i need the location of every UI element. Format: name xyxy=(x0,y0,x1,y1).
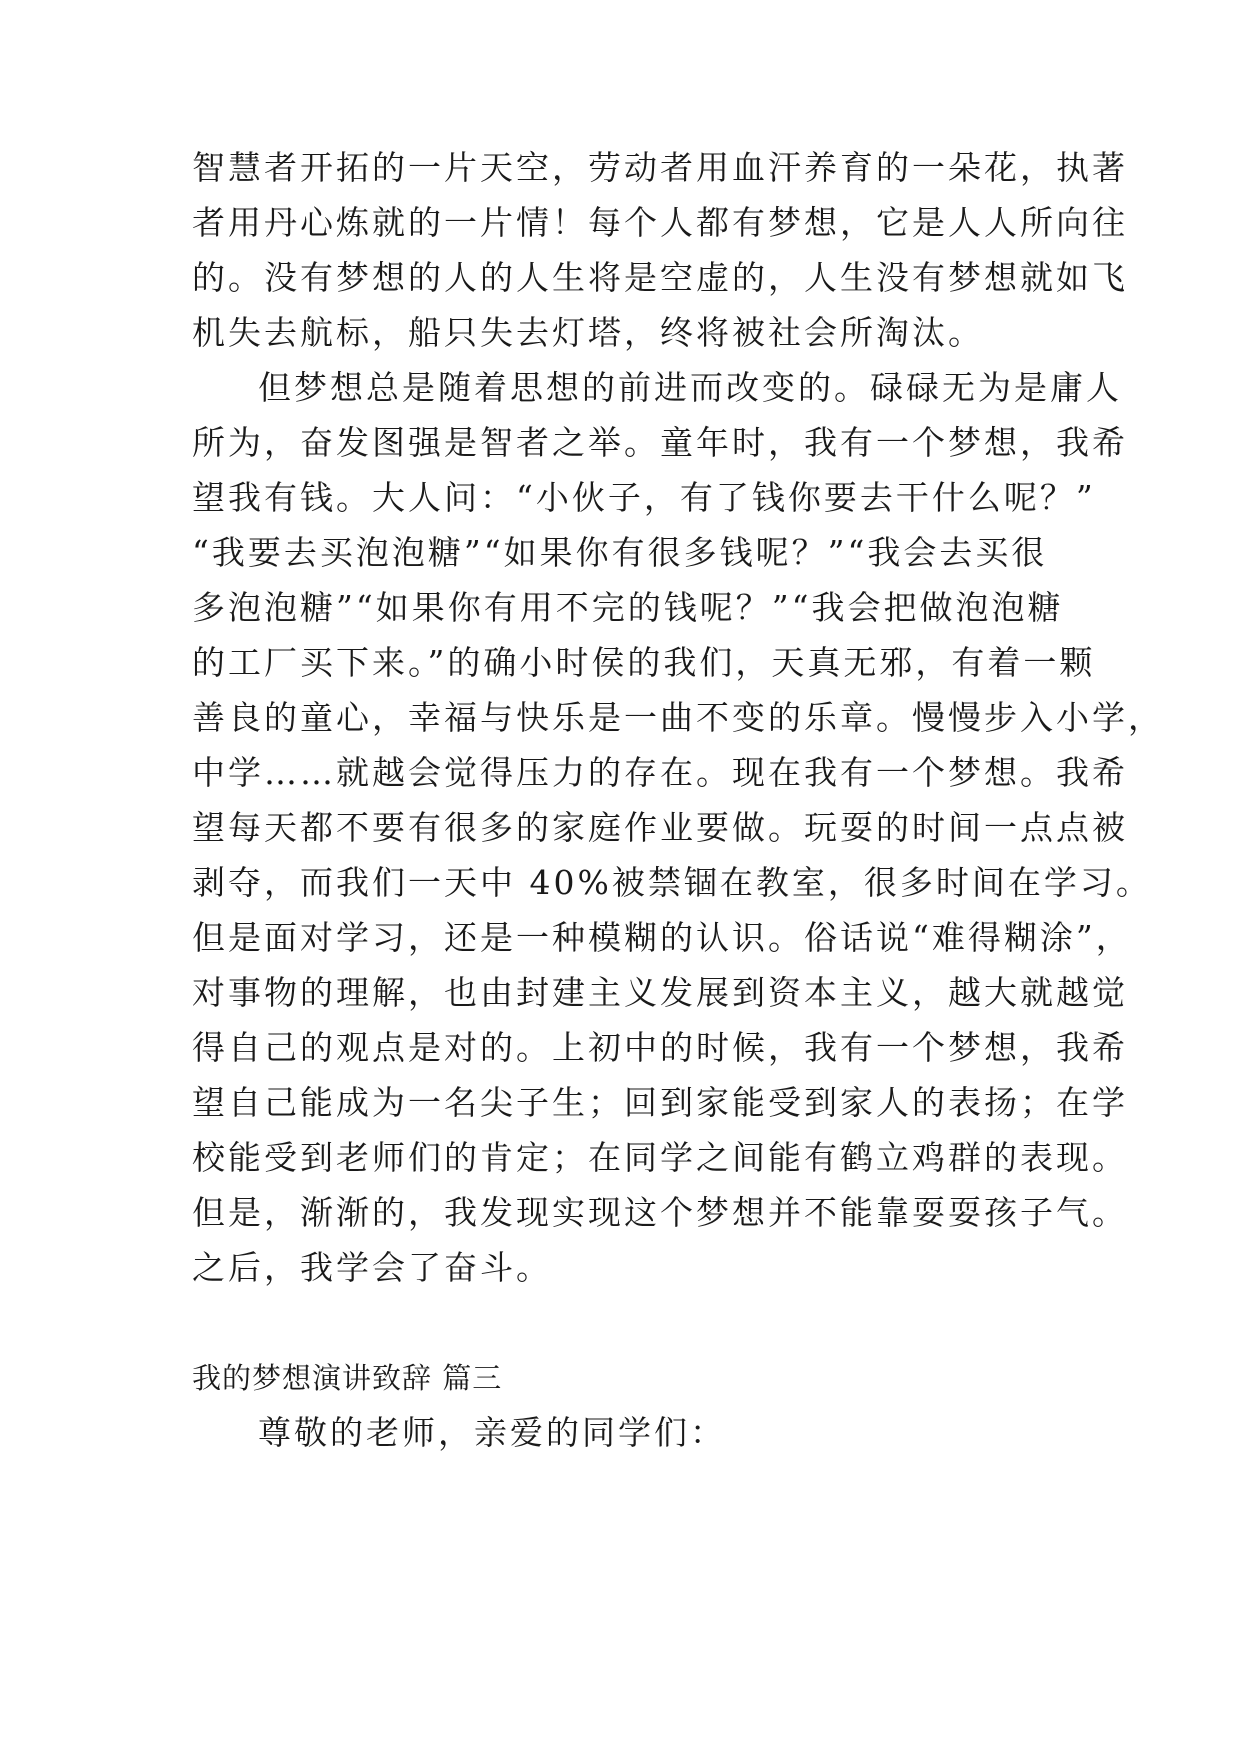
paragraph-2-line: 望我有钱。大人问：“小伙子，有了钱你要去干什么呢？” xyxy=(192,478,1096,517)
paragraph-2-line: 所为，奋发图强是智者之举。童年时，我有一个梦想，我希 xyxy=(192,423,1128,462)
paragraph-2-line: “我要去买泡泡糖”“如果你有很多钱呢？”“我会去买很 xyxy=(192,533,1048,572)
section-heading: 我的梦想演讲致辞 篇三 xyxy=(192,1361,503,1395)
paragraph-2-line: 但梦想总是随着思想的前进而改变的。碌碌无为是庸人 xyxy=(258,368,1122,407)
paragraph-2-line: 中学……就越会觉得压力的存在。现在我有一个梦想。我希 xyxy=(192,753,1128,792)
paragraph-2-line: 的工厂买下来。”的确小时侯的我们，天真无邪，有着一颗 xyxy=(192,643,1096,682)
paragraph-2-line: 剥夺，而我们一天中 40%被禁锢在教室，很多时间在学习。 xyxy=(192,863,1152,902)
paragraph-2-line: 但是，渐渐的，我发现实现这个梦想并不能靠耍耍孩子气。 xyxy=(192,1193,1128,1232)
paragraph-2-line: 校能受到老师们的肯定；在同学之间能有鹤立鸡群的表现。 xyxy=(192,1138,1128,1177)
paragraph-2-line: 望自己能成为一名尖子生；回到家能受到家人的表扬；在学 xyxy=(192,1083,1128,1122)
paragraph-2-line: 之后，我学会了奋斗。 xyxy=(192,1248,552,1287)
paragraph-2-line: 善良的童心，幸福与快乐是一曲不变的乐章。慢慢步入小学， xyxy=(192,698,1164,737)
paragraph-1-line: 机失去航标，船只失去灯塔，终将被社会所淘汰。 xyxy=(192,313,984,352)
paragraph-2-line: 望每天都不要有很多的家庭作业要做。玩耍的时间一点点被 xyxy=(192,808,1128,847)
paragraph-2-line: 多泡泡糖”“如果你有用不完的钱呢？”“我会把做泡泡糖 xyxy=(192,588,1064,627)
paragraph-2-line: 但是面对学习，还是一种模糊的认识。俗话说“难得糊涂”， xyxy=(192,918,1132,957)
paragraph-2-line: 得自己的观点是对的。上初中的时候，我有一个梦想，我希 xyxy=(192,1028,1128,1067)
paragraph-2-line: 对事物的理解，也由封建主义发展到资本主义，越大就越觉 xyxy=(192,973,1128,1012)
paragraph-1-line: 者用丹心炼就的一片情！每个人都有梦想，它是人人所向往 xyxy=(192,203,1128,242)
paragraph-1-line: 的。没有梦想的人的人生将是空虚的，人生没有梦想就如飞 xyxy=(192,258,1128,297)
greeting-line: 尊敬的老师，亲爱的同学们： xyxy=(258,1413,726,1452)
paragraph-1-line: 智慧者开拓的一片天空，劳动者用血汗养育的一朵花，执著 xyxy=(192,148,1128,187)
